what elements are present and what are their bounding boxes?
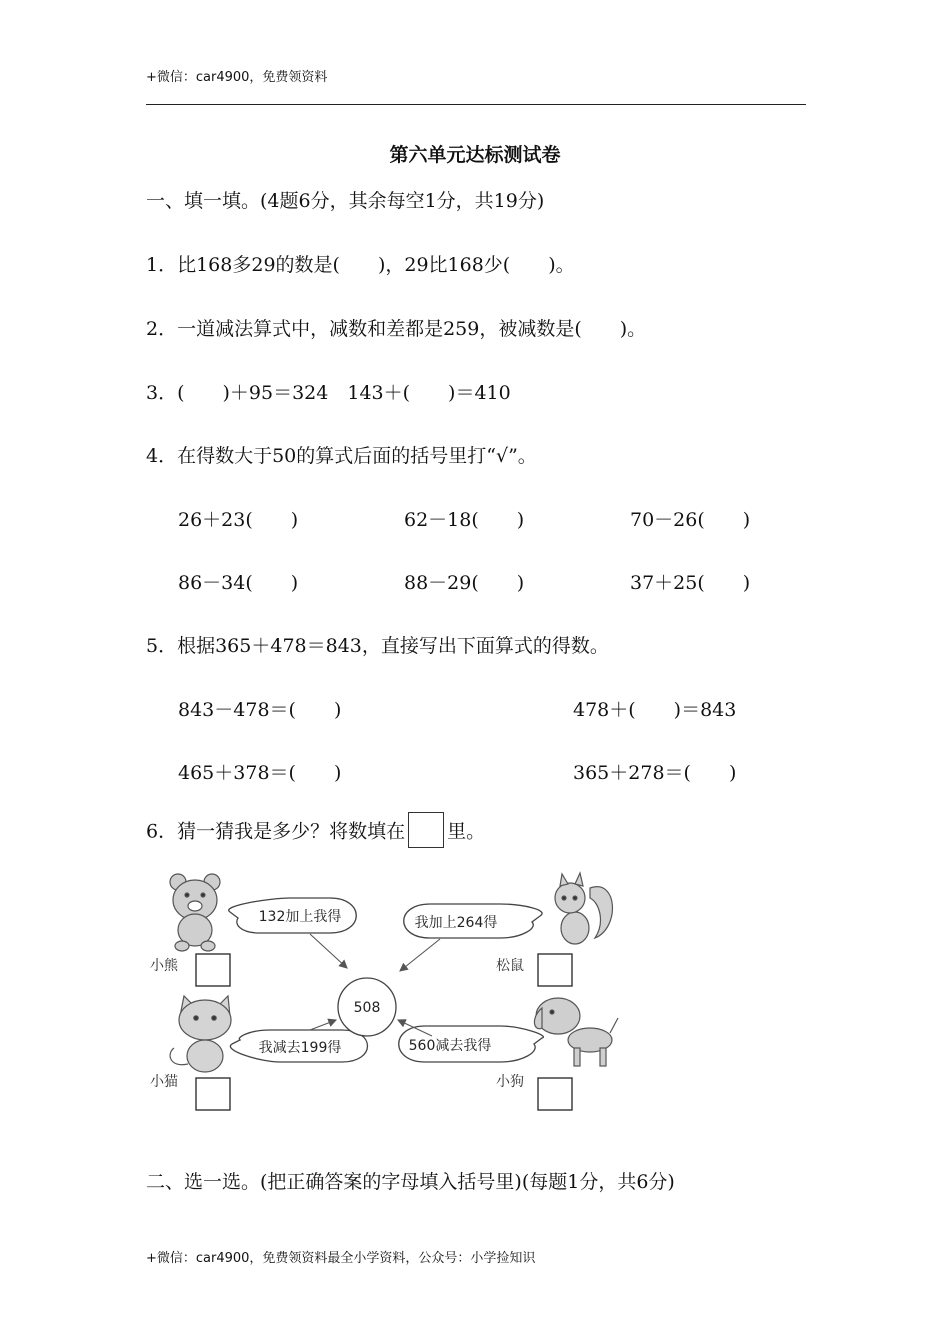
question-2: 2．一道减法算式中，减数和差都是259，被减数是( )。	[146, 318, 647, 340]
bubble-cat	[230, 1030, 367, 1062]
section-2-heading: 二、选一选。(把正确答案的字母填入括号里)(每题1分，共6分)	[146, 1171, 675, 1193]
header-rule	[146, 104, 806, 105]
q4-item: 62－18( )	[404, 509, 525, 531]
bubble-squirrel	[404, 904, 542, 938]
arrow-cat	[310, 1020, 336, 1030]
arrow-squirrel	[400, 939, 440, 971]
bubble-bear-text: 132加上我得	[258, 909, 342, 925]
q5-item: 365＋278＝( )	[573, 762, 737, 784]
question-5: 5．根据365＋478＝843，直接写出下面算式的得数。	[146, 635, 609, 657]
label-cat: 小猫	[150, 1074, 178, 1090]
cat-illustration	[170, 996, 231, 1072]
page-title: 第六单元达标测试卷	[389, 144, 561, 166]
squirrel-illustration	[555, 873, 612, 944]
q5-item: 478＋( )＝843	[573, 699, 737, 721]
q4-item: 70－26( )	[630, 509, 751, 531]
question-6	[146, 812, 485, 848]
dog-illustration	[534, 998, 618, 1066]
q4-item: 37＋25( )	[630, 572, 751, 594]
question-3: 3．( )＋95＝324 143＋( )＝410	[146, 382, 511, 404]
question-6-text-after: 里。	[447, 820, 486, 843]
label-dog: 小狗	[496, 1074, 524, 1090]
bubble-cat-text: 我减去199得	[258, 1040, 342, 1056]
page-footer: +微信：car4900，免费领资料最全小学资料，公众号：小学捡知识	[146, 1251, 536, 1266]
answer-box-bear[interactable]	[196, 954, 230, 986]
bubble-dog	[399, 1026, 544, 1062]
bubble-squirrel-text: 我加上264得	[414, 915, 498, 931]
answer-box-sample	[408, 812, 444, 848]
q4-item: 88－29( )	[404, 572, 525, 594]
page-header: +微信：car4900，免费领资料	[146, 70, 328, 85]
question-4: 4．在得数大于50的算式后面的括号里打“√”。	[146, 445, 537, 467]
section-1-heading: 一、填一填。(4题6分，其余每空1分，共19分)	[146, 190, 545, 212]
arrow-bear	[310, 934, 347, 968]
bubble-dog-text: 560减去我得	[408, 1038, 492, 1054]
bear-illustration	[170, 874, 220, 951]
label-squirrel: 松鼠	[496, 958, 524, 974]
q5-item: 843－478＝( )	[178, 699, 342, 721]
label-bear: 小熊	[150, 958, 178, 974]
guess-number-figure	[150, 868, 620, 1118]
bubble-bear	[229, 898, 357, 933]
answer-box-cat[interactable]	[196, 1078, 230, 1110]
q4-item: 86－34( )	[178, 572, 299, 594]
answer-box-squirrel[interactable]	[538, 954, 572, 986]
question-1: 1．比168多29的数是( )，29比168少( )。	[146, 254, 575, 276]
center-number: 508	[353, 1000, 381, 1016]
answer-box-dog[interactable]	[538, 1078, 572, 1110]
question-6-text-before: 6．猜一猜我是多少？将数填在	[146, 820, 406, 843]
q4-item: 26＋23( )	[178, 509, 299, 531]
q5-item: 465＋378＝( )	[178, 762, 342, 784]
